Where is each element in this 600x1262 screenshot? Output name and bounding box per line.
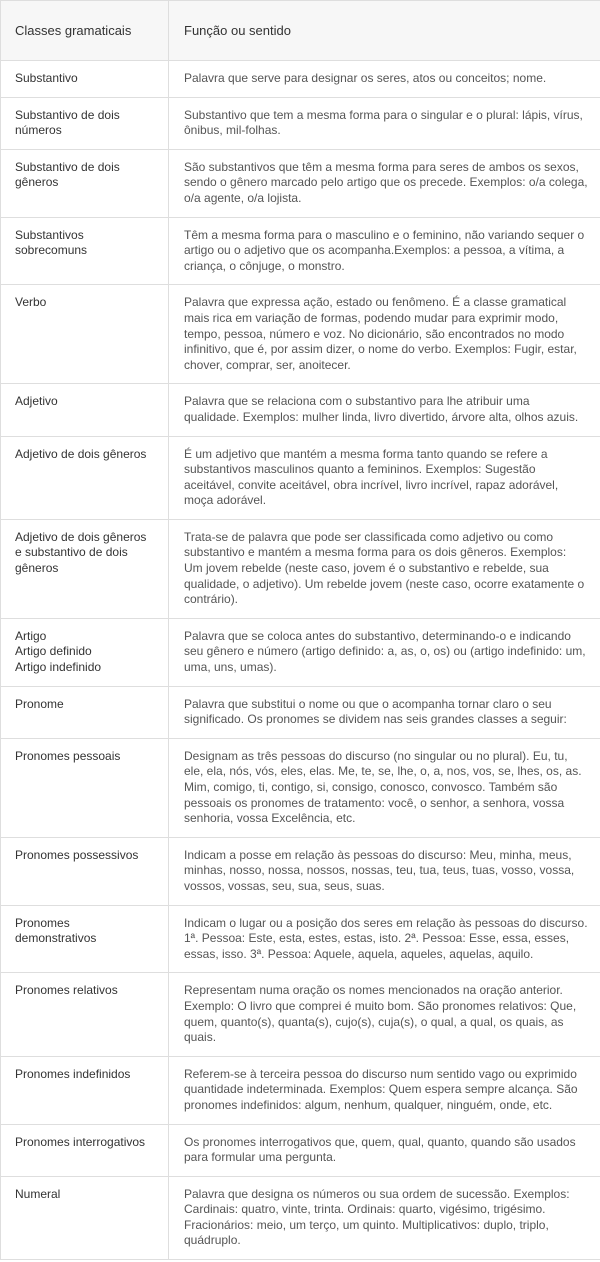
header-row bbox=[1, 1, 600, 61]
table-row bbox=[1, 97, 600, 149]
table-row bbox=[1, 738, 600, 837]
table-header bbox=[1, 1, 600, 61]
function-cell: Trata-se de palavra que pode ser classificada como adjetivo ou como substantivo e mantém a mesma forma para os dois gêneros. Exemplos: Um jovem rebelde (neste caso, jovem é o substantivo e rebelde, sua qualidade, o adjetivo). Um rebelde jovem (neste caso, ocorre exatamente o contrário). bbox=[169, 519, 600, 618]
function-cell: Palavra que serve para designar os seres, atos ou conceitos; nome. bbox=[169, 61, 600, 98]
function-cell: É um adjetivo que mantém a mesma forma tanto quando se refere a substantivos masculinos quanto a femininos. Exemplos: Sugestão aceitável, convite aceitável, obra incrível, livro incrível, rapaz adorável, moça adorável. bbox=[169, 436, 600, 519]
table-body bbox=[1, 61, 600, 1260]
table-row bbox=[1, 285, 600, 384]
function-cell: Palavra que se relaciona com o substantivo para lhe atribuir uma qualidade. Exemplos: mulher linda, livro divertido, árvore alta, olhos azuis. bbox=[169, 384, 600, 436]
class-cell: Substantivo de dois gêneros bbox=[1, 149, 169, 217]
class-cell: Pronomes demonstrativos bbox=[1, 905, 169, 973]
class-line: Artigo bbox=[15, 628, 47, 643]
class-cell: Pronome bbox=[1, 686, 169, 738]
function-cell: Indicam o lugar ou a posição dos seres em relação às pessoas do discurso. 1ª. Pessoa: Este, esta, estes, estas, isto. 2ª. Pessoa: Esse, essa, esses, essas, isso. 3ª. Pessoa: Aquele, aquela, aqueles, aquelas, aquilo. bbox=[169, 905, 600, 973]
function-cell: Representam numa oração os nomes mencionados na oração anterior. Exemplo: O livro que comprei é muito bom. São pronomes relativos: Que, quem, quanto(s), quanta(s), cujo(s), cuja(s), o qual, a qual, os quais, as quais. bbox=[169, 973, 600, 1056]
class-cell: Adjetivo de dois gêneros e substantivo de dois gêneros bbox=[1, 519, 169, 618]
table-row bbox=[1, 61, 600, 98]
table-row bbox=[1, 973, 600, 1056]
table-row bbox=[1, 1124, 600, 1176]
table-row bbox=[1, 837, 600, 905]
class-cell: Adjetivo de dois gêneros bbox=[1, 436, 169, 519]
class-cell: Substantivos sobrecomuns bbox=[1, 217, 169, 285]
table-row bbox=[1, 519, 600, 618]
class-line: Artigo definido bbox=[15, 644, 92, 659]
table-row bbox=[1, 618, 600, 686]
table-row bbox=[1, 436, 600, 519]
class-cell: Verbo bbox=[1, 285, 169, 384]
table-row bbox=[1, 217, 600, 285]
table-row bbox=[1, 1176, 600, 1259]
function-cell: São substantivos que têm a mesma forma para seres de ambos os sexos, sendo o gênero marcado pelo artigo que os precede. Exemplos: o/a colega, o/a agente, o/a lojista. bbox=[169, 149, 600, 217]
class-cell-article bbox=[1, 618, 169, 686]
header-classes: Classes gramaticais bbox=[1, 1, 169, 61]
class-cell: Pronomes pessoais bbox=[1, 738, 169, 837]
table-row bbox=[1, 384, 600, 436]
class-cell: Substantivo bbox=[1, 61, 169, 98]
function-cell: Indicam a posse em relação às pessoas do discurso: Meu, minha, meus, minhas, nosso, nossa, nossos, nossas, teu, tua, teus, tuas, vosso, vossa, vossos, vossas, seu, sua, seus, suas. bbox=[169, 837, 600, 905]
table-row bbox=[1, 686, 600, 738]
table-row bbox=[1, 149, 600, 217]
class-cell: Pronomes possessivos bbox=[1, 837, 169, 905]
class-cell: Adjetivo bbox=[1, 384, 169, 436]
function-cell: Palavra que substitui o nome ou que o acompanha tornar claro o seu significado. Os pronomes se dividem nas seis grandes classes a seguir: bbox=[169, 686, 600, 738]
class-cell: Pronomes interrogativos bbox=[1, 1124, 169, 1176]
class-cell: Pronomes relativos bbox=[1, 973, 169, 1056]
class-cell: Substantivo de dois números bbox=[1, 97, 169, 149]
function-cell: Palavra que se coloca antes do substantivo, determinando-o e indicando seu gênero e número (artigo definido: a, as, o, os) ou (artigo indefinido: um, uma, uns, umas). bbox=[169, 618, 600, 686]
function-cell: Palavra que expressa ação, estado ou fenômeno. É a classe gramatical mais rica em variação de formas, podendo mudar para exprimir modo, tempo, pessoa, número e voz. No dicionário, são encontrados no modo infinitivo, que é, por assim dizer, o nome do verbo. Exemplos: Fugir, estar, chover, comprar, ser, anoitecer. bbox=[169, 285, 600, 384]
function-cell: Os pronomes interrogativos que, quem, qual, quanto, quando são usados para formular uma pergunta. bbox=[169, 1124, 600, 1176]
class-cell: Numeral bbox=[1, 1176, 169, 1259]
function-cell: Palavra que designa os números ou sua ordem de sucessão. Exemplos: Cardinais: quatro, vinte, trinta. Ordinais: quarto, vigésimo, trigésimo. Fracionários: meio, um terço, um quinto. Multiplicativos: duplo, triplo, quádruplo. bbox=[169, 1176, 600, 1259]
function-cell: Têm a mesma forma para o masculino e o feminino, não variando sequer o artigo ou o adjetivo que os acompanha.Exemplos: a pessoa, a vítima, a criança, o cônjuge, o monstro. bbox=[169, 217, 600, 285]
class-line: Artigo indefinido bbox=[15, 660, 102, 675]
table-row bbox=[1, 1056, 600, 1124]
header-function: Função ou sentido bbox=[169, 1, 600, 61]
class-cell: Pronomes indefinidos bbox=[1, 1056, 169, 1124]
function-cell: Referem-se à terceira pessoa do discurso num sentido vago ou exprimido quantidade indeterminada. Exemplos: Quem espera sempre alcança. São pronomes indefinidos: algum, nenhum, qualquer, ninguém, onde, etc. bbox=[169, 1056, 600, 1124]
function-cell: Substantivo que tem a mesma forma para o singular e o plural: lápis, vírus, ônibus, mil-folhas. bbox=[169, 97, 600, 149]
function-cell: Designam as três pessoas do discurso (no singular ou no plural). Eu, tu, ele, ela, nós, vós, eles, elas. Me, te, se, lhe, o, a, nos, vos, se, lhes, os, as. Mim, comigo, ti, contigo, si, consigo, conosco, convosco. Também são pessoais os pronomes de tratamento: você, o senhor, a senhora, vossa senhoria, vossa Excelência, etc. bbox=[169, 738, 600, 837]
table-row bbox=[1, 905, 600, 973]
